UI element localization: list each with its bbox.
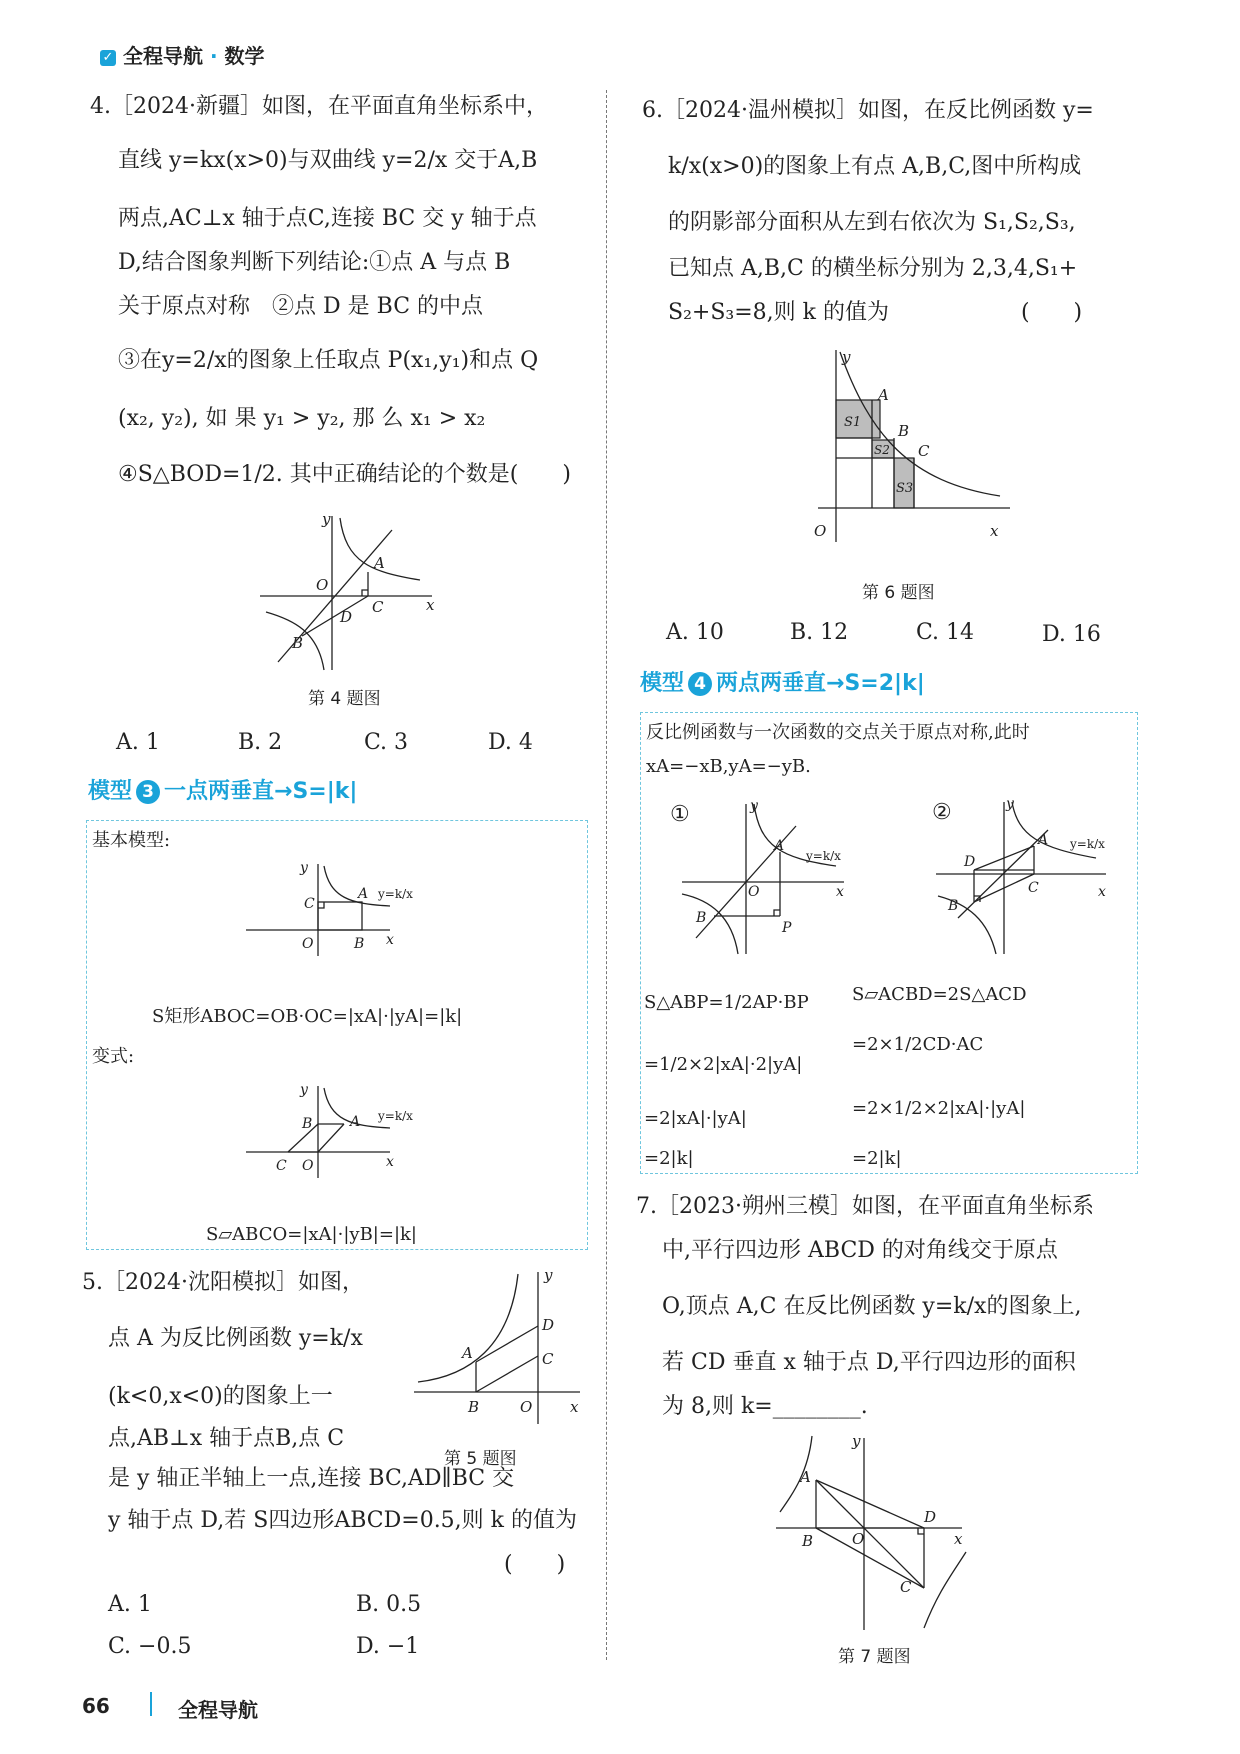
q4-line: ③在y=2/x的图象上任取点 P(x₁,y₁)和点 Q (118, 348, 539, 373)
q6-label-s1: S1 (844, 415, 862, 430)
m4f1-x: x (836, 884, 844, 900)
model-number-badge: 3 (136, 780, 160, 804)
q4-line: 4.［2024·新疆］如图，在平面直角坐标系中， (90, 94, 548, 119)
model-3-figure-1 (240, 858, 420, 958)
m3f1-a: A (358, 886, 369, 902)
q4-line: 直线 y=kx(x>0)与双曲线 y=2/x 交于A,B (118, 148, 538, 173)
q6-line: k/x(x>0)的图象上有点 A,B,C,图中所构成 (668, 154, 1082, 179)
q5-option-d: D. −1 (356, 1634, 420, 1659)
model-4-right-1: S▱ACBD=2S△ACD (852, 984, 1027, 1005)
q4-line: ④S△BOD=1/2. 其中正确结论的个数是( ) (118, 462, 571, 487)
q7-figure (772, 1432, 976, 1632)
q5-option-a: A. 1 (108, 1592, 152, 1617)
model-3-formula-1: S矩形ABOC=OB·OC=|xA|·|yA|=|k| (152, 1006, 463, 1027)
m4f2-b: B (948, 898, 959, 914)
q4-option-a: A. 1 (116, 730, 160, 755)
model-3-title (88, 774, 357, 805)
q7-label-x: x (954, 1530, 963, 1548)
model-3-basic-label: 基本模型: (92, 830, 171, 851)
model-4-figure-2 (930, 796, 1114, 956)
q7-line: 若 CD 垂直 x 轴于点 D,平行四边形的面积 (662, 1350, 1076, 1375)
q4-option-b: B. 2 (238, 730, 283, 755)
q7-caption: 第 7 题图 (838, 1647, 911, 1667)
q4-option-d: D. 4 (488, 730, 533, 755)
q6-line: 已知点 A,B,C 的横坐标分别为 2,3,4,S₁+ (668, 256, 1078, 281)
q4-line: (x₂, y₂), 如 果 y₁ > y₂, 那 么 x₁ > x₂ (118, 406, 486, 431)
checkbox-icon: ✓ (100, 50, 116, 66)
q6-option-a: A. 10 (666, 620, 724, 645)
q5-label-b: B (468, 1398, 480, 1416)
q7-line: 中,平行四边形 ABCD 的对角线交于原点 (662, 1238, 1058, 1263)
model-4-intro-1: 反比例函数与一次函数的交点关于原点对称,此时 (646, 722, 1030, 743)
model-3-variant-label: 变式: (92, 1046, 135, 1067)
m3f1-c: C (304, 896, 315, 912)
m3f1-o: O (302, 936, 314, 952)
page-number: 66 (82, 1694, 110, 1718)
header-title: 全程导航 (122, 44, 203, 68)
q7-label-y: y (852, 1432, 861, 1450)
q7-label-a: A (800, 1468, 811, 1486)
q5-label-a: A (462, 1344, 473, 1362)
page-header (100, 40, 265, 69)
m4f2-c: C (1028, 880, 1039, 896)
model-formula: 两点两垂直→S=2|k| (716, 671, 925, 696)
q5-caption: 第 5 题图 (444, 1449, 517, 1469)
model-label: 模型 (88, 779, 133, 804)
header-dot: · (209, 44, 218, 68)
model-4-case-1: ① (670, 802, 690, 827)
q5-label-y: y (544, 1266, 553, 1284)
m3f2-b: B (302, 1116, 313, 1132)
m3f1-y: y (300, 860, 308, 876)
q6-figure (800, 346, 1020, 556)
column-divider (606, 90, 607, 1660)
q6-label-x: x (990, 522, 999, 540)
m3f1-fn: y=k/x (378, 887, 413, 901)
q4-line: D,结合图象判断下列结论:①点 A 与点 B (118, 250, 511, 275)
model-number-badge: 4 (688, 672, 712, 696)
m3f1-b: B (354, 936, 365, 952)
m3f2-o: O (302, 1158, 314, 1174)
q7-label-c: C (900, 1578, 912, 1596)
q6-label-a: A (878, 386, 889, 404)
q6-label-c: C (918, 442, 930, 460)
q6-option-b: B. 12 (790, 620, 849, 645)
footer-divider (150, 1692, 152, 1716)
model-4-title (640, 666, 925, 697)
q7-label-o: O (852, 1530, 865, 1548)
q6-label-y: y (842, 348, 851, 366)
m4f2-x: x (1098, 884, 1106, 900)
model-4-left-1: S△ABP=1/2AP·BP (644, 992, 809, 1013)
q5-line: 5.［2024·沈阳模拟］如图， (82, 1270, 364, 1295)
q6-label-s3: S3 (896, 481, 914, 496)
model-4-intro-2: xA=−xB,yA=−yB. (646, 756, 811, 777)
model-3-formula-2: S▱ABCO=|xA|·|yB|=|k| (206, 1224, 417, 1245)
q5-label-d: D (542, 1316, 555, 1334)
m4f1-b: B (696, 910, 707, 926)
q4-line: 两点,AC⊥x 轴于点C,连接 BC 交 y 轴于点 (118, 206, 537, 231)
q6-line: 的阴影部分面积从左到右依次为 S₁,S₂,S₃, (668, 210, 1076, 235)
q5-label-o: O (520, 1398, 533, 1416)
m4f1-y: y (750, 798, 758, 814)
m4f2-fn: y=k/x (1070, 837, 1105, 851)
m4f1-o: O (748, 884, 760, 900)
model-4-right-2: =2×1/2CD·AC (852, 1034, 984, 1055)
m4f2-d: D (964, 854, 976, 870)
m4f2-y: y (1006, 796, 1014, 812)
q5-label-c: C (542, 1350, 554, 1368)
model-4-figure-1 (676, 796, 860, 956)
q6-line: S₂+S₃=8,则 k 的值为 ( ) (668, 300, 1083, 325)
q4-label-c: C (372, 598, 384, 616)
q4-label-o: O (316, 576, 329, 594)
model-4-left-2: =1/2×2|xA|·2|yA| (644, 1054, 803, 1075)
model-formula: 一点两垂直→S=|k| (164, 779, 358, 804)
model-4-right-3: =2×1/2×2|xA|·|yA| (852, 1098, 1026, 1119)
m4f1-p: P (782, 920, 792, 936)
q5-line: 点,AB⊥x 轴于点B,点 C (108, 1426, 345, 1451)
q4-caption: 第 4 题图 (308, 689, 381, 709)
q4-option-c: C. 3 (364, 730, 409, 755)
q5-label-x: x (570, 1398, 579, 1416)
q6-label-s2: S2 (874, 443, 890, 457)
m4f1-fn: y=k/x (806, 849, 841, 863)
q5-line: 点 A 为反比例函数 y=k/x (108, 1326, 363, 1351)
q6-label-b: B (898, 422, 910, 440)
m3f2-c: C (276, 1158, 287, 1174)
q7-label-b: B (802, 1532, 814, 1550)
q5-answer-blank: ( ) (504, 1552, 566, 1577)
model-4-left-4: =2|k| (644, 1148, 694, 1169)
model-label: 模型 (640, 671, 685, 696)
header-subject: 数学 (224, 44, 265, 68)
q4-label-x: x (426, 596, 435, 614)
q5-line: y 轴于点 D,若 S四边形ABCD=0.5,则 k 的值为 (108, 1508, 577, 1533)
m3f2-y: y (300, 1082, 308, 1098)
q5-line: (k<0,x<0)的图象上一 (108, 1384, 333, 1409)
m4f2-a: A (1038, 832, 1049, 848)
q6-option-c: C. 14 (916, 620, 975, 645)
q4-figure (260, 512, 440, 672)
q7-label-d: D (924, 1508, 937, 1526)
footer-title: 全程导航 (178, 1698, 258, 1722)
q4-label-y: y (322, 512, 331, 528)
m3f1-x: x (386, 932, 394, 948)
q6-line: 6.［2024·温州模拟］如图，在反比例函数 y= (642, 98, 1094, 123)
model-4-right-4: =2|k| (852, 1148, 902, 1169)
q4-line: 关于原点对称 ②点 D 是 BC 的中点 (118, 294, 484, 319)
q5-figure (410, 1266, 585, 1426)
q7-line: 7.［2023·朔州三模］如图，在平面直角坐标系 (636, 1194, 1094, 1219)
m3f2-a: A (350, 1114, 361, 1130)
q4-label-a: A (374, 554, 385, 572)
q5-option-c: C. −0.5 (108, 1634, 192, 1659)
model-4-left-3: =2|xA|·|yA| (644, 1108, 747, 1129)
q4-label-d: D (340, 608, 353, 626)
m3f2-x: x (386, 1154, 394, 1170)
q6-caption: 第 6 题图 (862, 583, 935, 603)
q6-option-d: D. 16 (1042, 622, 1101, 647)
q7-line: O,顶点 A,C 在反比例函数 y=k/x的图象上, (662, 1294, 1082, 1319)
m3f2-fn: y=k/x (378, 1109, 413, 1123)
q5-option-b: B. 0.5 (356, 1592, 422, 1617)
model-3-figure-2 (240, 1080, 420, 1180)
q7-line: 为 8,则 k=________. (662, 1394, 868, 1419)
q6-label-o: O (814, 522, 827, 540)
model-4-case-2: ② (932, 800, 952, 825)
q5-line: 是 y 轴正半轴上一点,连接 BC,AD∥BC 交 (108, 1466, 515, 1491)
m4f1-a: A (774, 838, 785, 854)
q4-label-b: B (292, 634, 304, 652)
